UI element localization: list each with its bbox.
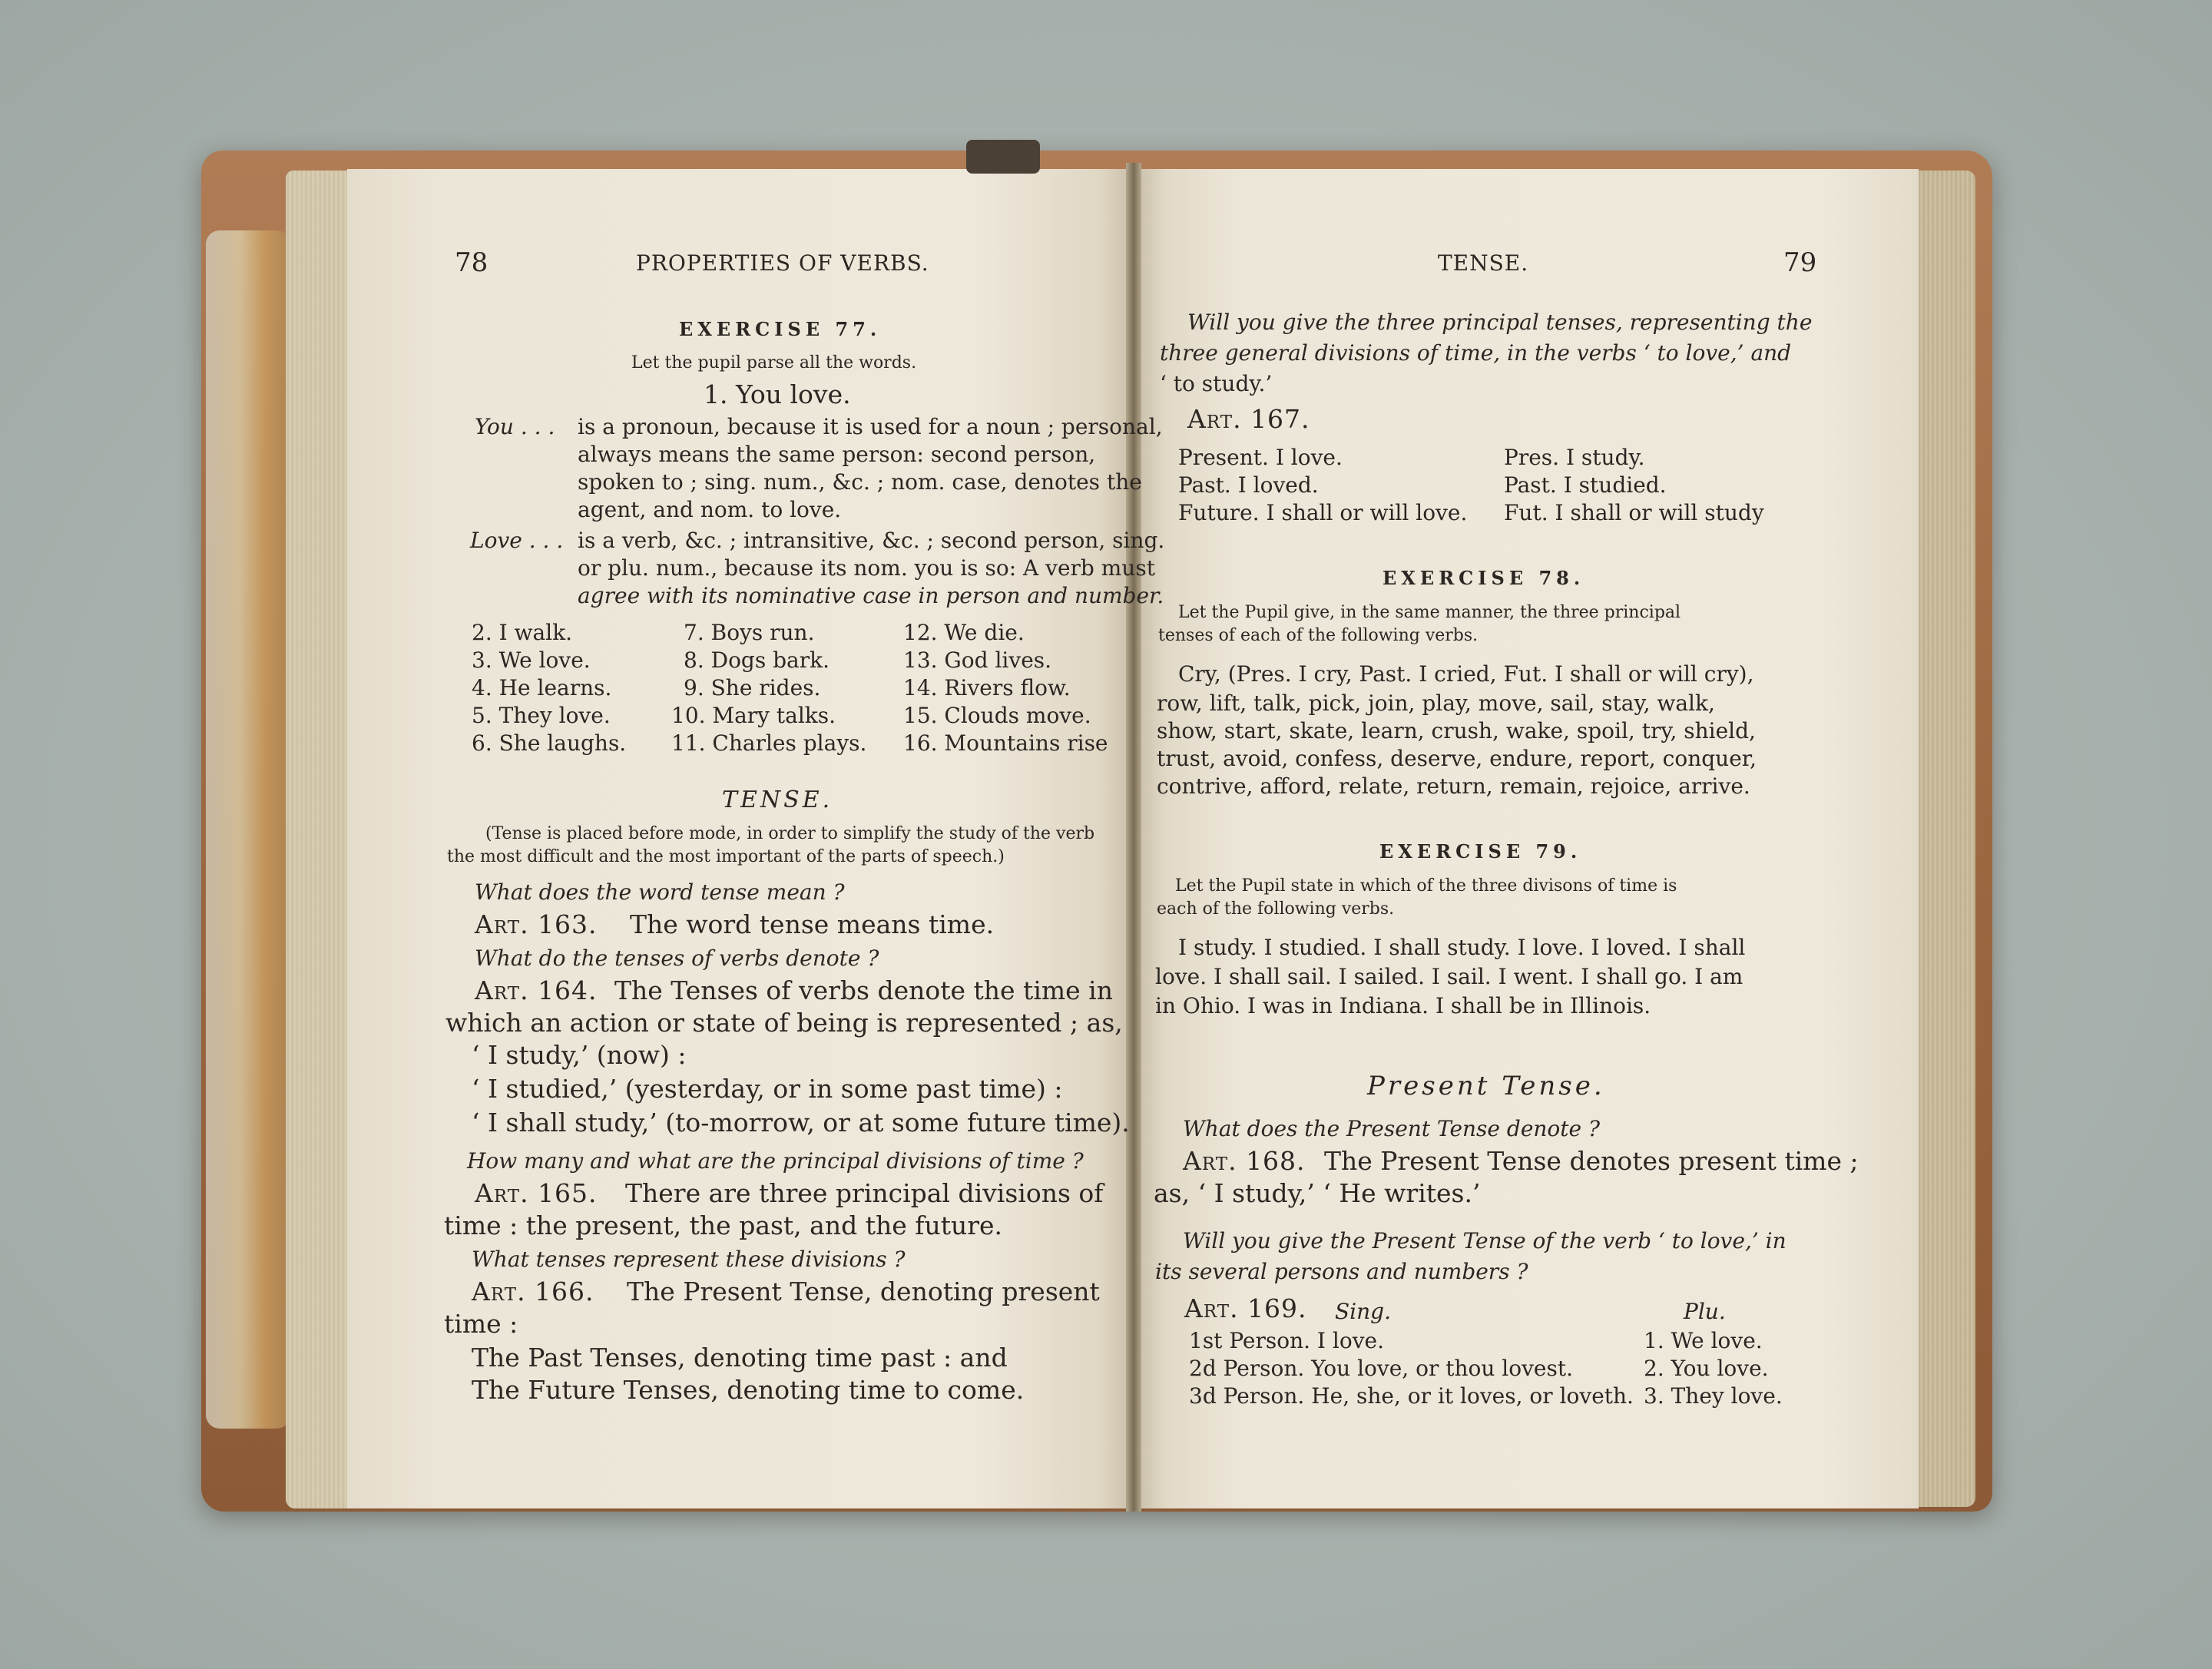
exercise-78-instruction-2: tenses of each of the following verbs. [1158,626,1479,645]
tense-row: Pres. I study. [1504,445,1645,470]
love-line-1: is a verb, &c. ; intransitive, &c. ; second person, sing. [578,528,1165,553]
tense-row: Fut. I shall or will study [1504,500,1764,525]
art-165-label: Art. 165. [475,1178,598,1208]
love-line-3: agree with its nominative case in person and number. [578,583,1164,608]
list-item: 7. Boys run. [684,620,815,645]
exercise-79-heading: EXERCISE 79. [1379,840,1582,863]
sing-row: 1st Person. I love. [1189,1328,1384,1353]
verb-line: show, start, skate, learn, crush, wake, spoil, try, shield, [1157,718,1756,743]
list-item: 4. He learns. [472,675,612,700]
question-169-2: its several persons and numbers ? [1155,1259,1528,1284]
left-page-number: 78 [455,247,488,278]
art-164-line-4: ‘ I studied,’ (yesterday, or in some past time) : [472,1074,1063,1104]
question-169-1: Will you give the Present Tense of the verb ‘ to love,’ in [1183,1228,1786,1253]
list-item: 12. We die. [903,620,1025,645]
art-164-line-3: ‘ I study,’ (now) : [472,1040,687,1070]
list-item: 8. Dogs bark. [684,647,830,673]
sentence-line: love. I shall sail. I sailed. I sail. I went. I shall go. I am [1155,964,1743,989]
verb-line: row, lift, talk, pick, join, play, move, sail, stay, walk, [1157,690,1715,716]
art-166-line-4: The Future Tenses, denoting time to come. [472,1375,1025,1405]
art-163-label: Art. 163. [475,909,598,939]
list-item: 15. Clouds move. [903,703,1091,728]
art-166-line-1: The Present Tense, denoting present [627,1277,1100,1306]
art-165-line-2: time : the present, the past, and the future. [444,1210,1003,1240]
art-168-line-1: The Present Tense denotes present time ; [1324,1146,1859,1176]
art-164-label: Art. 164. [475,975,598,1005]
plu-row: 3. They love. [1644,1383,1783,1409]
left-running-head: PROPERTIES OF VERBS. [636,250,929,276]
list-item: 2. I walk. [472,620,573,645]
question-164: What do the tenses of verbs denote ? [475,945,879,971]
sing-label: Sing. [1335,1299,1391,1324]
list-item: 14. Rivers flow. [903,675,1071,700]
list-item: 11. Charles plays. [671,730,867,756]
question-163: What does the word tense mean ? [475,879,845,905]
sing-row: 2d Person. You love, or thou lovest. [1189,1356,1574,1381]
art-169-label: Art. 169. [1184,1293,1307,1323]
list-item: 9. She rides. [684,675,821,700]
list-item: 6. She laughs. [472,730,627,756]
book-gutter [1126,163,1141,1512]
tense-row: Present. I love. [1178,445,1343,470]
tense-row: Past. I loved. [1178,472,1319,498]
love-label: Love . . . [470,528,564,553]
tense-heading: TENSE. [722,786,833,813]
exercise-77-heading: EXERCISE 77. [679,318,882,340]
worn-cover-edge [206,230,290,1429]
list-item: 3. We love. [472,647,591,673]
plu-label: Plu. [1684,1299,1726,1324]
sing-row: 3d Person. He, she, or it loves, or loveth. [1189,1383,1634,1409]
list-item: 10. Mary talks. [671,703,836,728]
question-168: What does the Present Tense denote ? [1183,1116,1601,1141]
list-item: 5. They love. [472,703,611,728]
sentence-line: in Ohio. I was in Indiana. I shall be in Illinois. [1155,993,1651,1018]
art-168-line-2: as, ‘ I study,’ ‘ He writes.’ [1154,1178,1481,1208]
art-166-line-2: time : [444,1309,518,1339]
you-line-3: spoken to ; sing. num., &c. ; nom. case, denotes the [578,469,1142,495]
exercise-79-instruction-2: each of the following verbs. [1157,899,1395,919]
tense-note-2: the most difficult and the most important of the parts of speech.) [447,847,1005,866]
question-166: What tenses represent these divisions ? [472,1247,906,1272]
art-166-line-3: The Past Tenses, denoting time past : and [472,1343,1008,1373]
exercise-77-instruction: Let the pupil parse all the words. [631,353,917,373]
art-163-text: The word tense means time. [630,909,995,939]
list-item: 16. Mountains rise [903,730,1108,756]
exercise-78-instruction-1: Let the Pupil give, in the same manner, the three principal [1178,603,1681,622]
tense-row: Past. I studied. [1504,472,1667,498]
right-page-number: 79 [1783,247,1817,278]
verb-line: trust, avoid, confess, deserve, endure, report, conquer, [1157,746,1757,771]
plu-row: 1. We love. [1644,1328,1763,1353]
exercise-78-heading: EXERCISE 78. [1382,567,1585,589]
right-running-head: TENSE. [1438,250,1529,276]
verb-line: contrive, afford, relate, return, remain, rejoice, arrive. [1157,773,1750,799]
present-tense-heading: Present Tense. [1367,1071,1605,1101]
you-label: You . . . [475,414,555,439]
art-166-label: Art. 166. [472,1277,594,1306]
art-165-line-1: There are three principal divisions of [625,1178,1104,1208]
art-164-line-2: which an action or state of being is represented ; as, [445,1008,1123,1038]
verb-line: Cry, (Pres. I cry, Past. I cried, Fut. I shall or will cry), [1178,661,1754,687]
art-168-label: Art. 168. [1183,1146,1306,1176]
you-line-1: is a pronoun, because it is used for a noun ; personal, [578,414,1163,439]
love-line-2: or plu. num., because its nom. you is so: A verb must [578,555,1155,581]
intro-question-2: three general divisions of time, in the verbs ‘ to love,’ and [1160,340,1792,366]
plu-row: 2. You love. [1644,1356,1769,1381]
tense-note-1: (Tense is placed before mode, in order to simplify the study of the verb [485,824,1095,843]
spine-tear [966,140,1040,174]
you-line-4: agent, and nom. to love. [578,497,842,522]
exercise-79-instruction-1: Let the Pupil state in which of the three divisons of time is [1175,876,1677,896]
list-item: 13. God lives. [903,647,1052,673]
intro-question-3: ‘ to study.’ [1160,371,1273,396]
art-167-label: Art. 167. [1187,404,1310,434]
intro-question-1: Will you give the three principal tenses, representing the [1187,310,1813,335]
tense-row: Future. I shall or will love. [1178,500,1468,525]
you-line-2: always means the same person: second person, [578,442,1096,467]
question-165: How many and what are the principal divisions of time ? [467,1148,1084,1174]
sentence-line: I study. I studied. I shall study. I love. I loved. I shall [1178,935,1746,960]
art-164-line-1: The Tenses of verbs denote the time in [614,975,1113,1005]
art-164-line-5: ‘ I shall study,’ (to-morrow, or at some future time). [472,1108,1130,1138]
exercise-77-example-title: 1. You love. [704,379,851,409]
